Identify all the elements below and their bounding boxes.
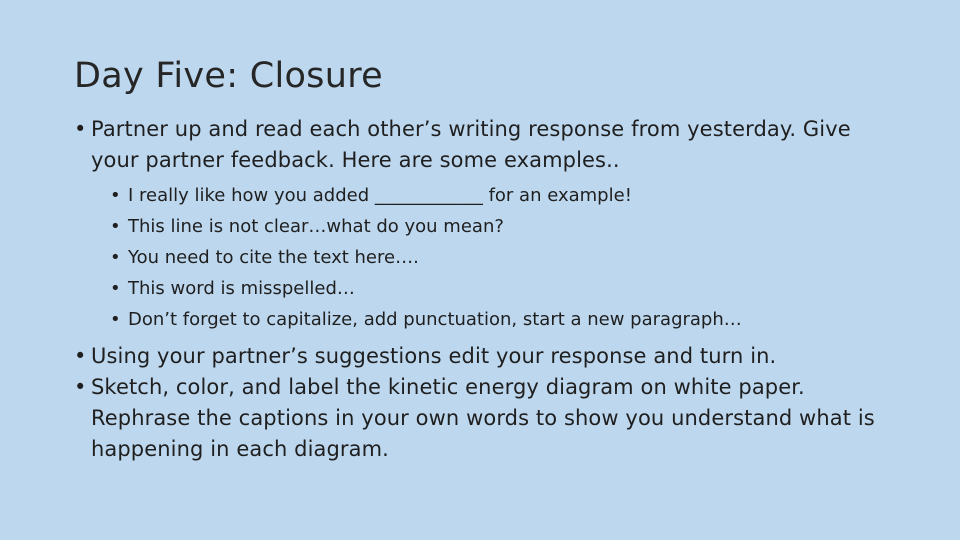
example-text: This word is misspelled… xyxy=(128,278,355,299)
example-item xyxy=(74,180,904,211)
example-text: This line is not clear…what do you mean? xyxy=(128,216,504,237)
slide-body xyxy=(74,114,904,465)
example-item xyxy=(74,211,904,242)
bullet-icon: • xyxy=(74,117,87,141)
example-item xyxy=(74,304,904,335)
bullet-item-sketch-diagram xyxy=(74,372,904,465)
bullet-icon: • xyxy=(74,344,87,368)
bullet-text: Partner up and read each other’s writing response from yesterday. Give your partner feedback. Here are some examples.. xyxy=(91,117,851,172)
example-text: I really like how you added ____________ for an example! xyxy=(128,185,632,206)
bullet-item-edit-response xyxy=(74,341,904,372)
slide-title: Day Five: Closure xyxy=(74,56,383,96)
bullet-icon: • xyxy=(110,309,121,330)
example-text: You need to cite the text here…. xyxy=(128,247,419,268)
example-text: Don’t forget to capitalize, add punctuation, start a new paragraph… xyxy=(128,309,742,330)
bullet-text: Sketch, color, and label the kinetic energy diagram on white paper. Rephrase the captions in your own words to show you understand what is happening in each diagram. xyxy=(91,375,875,461)
bullet-icon: • xyxy=(110,185,121,206)
bullet-icon: • xyxy=(74,375,87,399)
bullet-icon: • xyxy=(110,247,121,268)
example-item xyxy=(74,242,904,273)
example-list xyxy=(74,180,904,335)
bullet-text: Using your partner’s suggestions edit your response and turn in. xyxy=(91,344,777,368)
bullet-item-partner-up xyxy=(74,114,904,176)
bullet-icon: • xyxy=(110,278,121,299)
example-item xyxy=(74,273,904,304)
bullet-icon: • xyxy=(110,216,121,237)
